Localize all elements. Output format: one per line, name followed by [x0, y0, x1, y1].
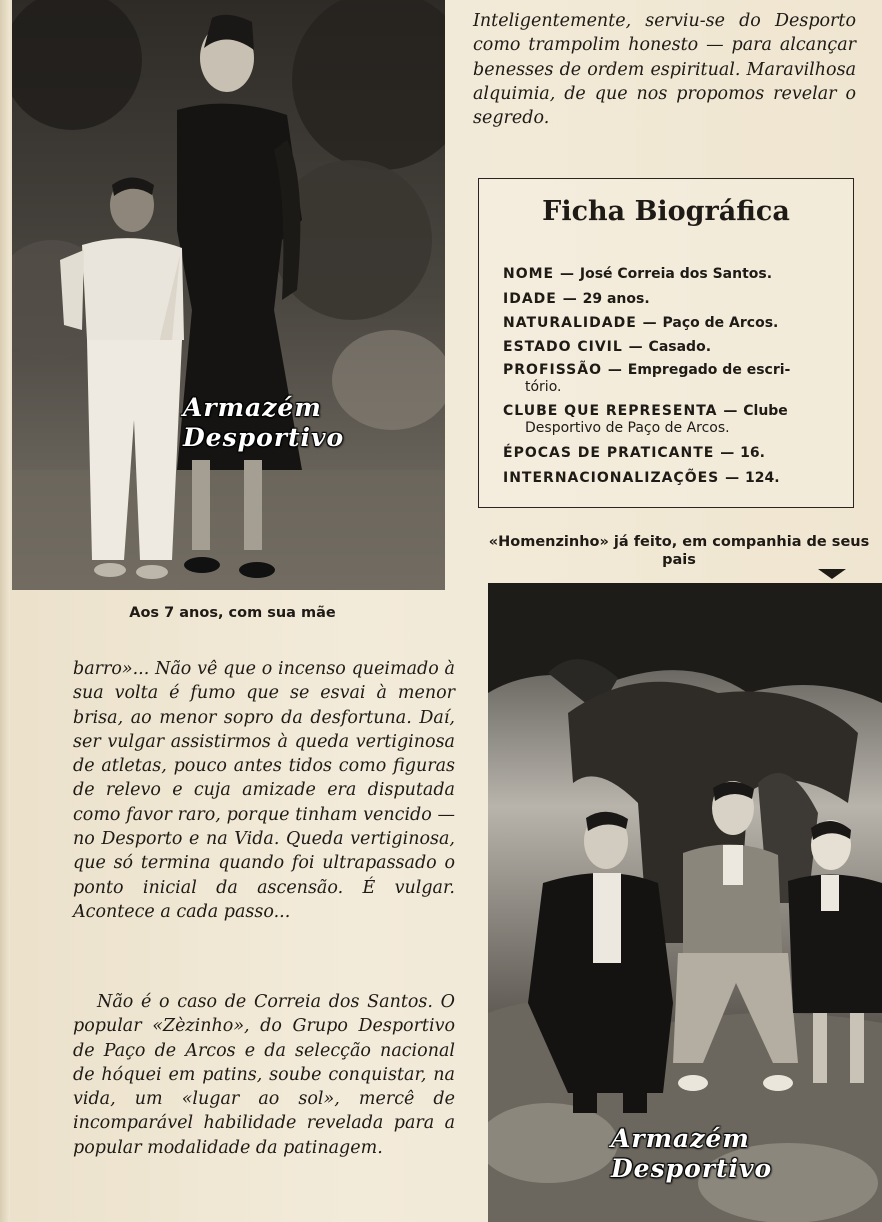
bio-row: NOME — José Correia dos Santos.	[503, 266, 773, 282]
photo-caption: «Homenzinho» já feito, em companhia de seus pais	[488, 534, 870, 568]
bio-row: PROFISSÃO — Empregado de escri- tório.	[503, 362, 791, 395]
bio-row: ÉPOCAS DE PRATICANTE — 16.	[503, 445, 765, 461]
intro-paragraph: Inteligentemente, serviu-se do Desporto como trampolim honesto — para alcançar benesses de ordem espiritual. Maravilhosa alquimia, de que nos propomos revelar o segredo.	[473, 11, 856, 129]
down-arrow-icon	[818, 569, 846, 579]
bio-row: IDADE — 29 anos.	[503, 291, 650, 307]
watermark: Armazém Desportivo	[611, 1124, 773, 1183]
biography-card	[478, 178, 854, 508]
photo-caption: Aos 7 anos, com sua mãe	[129, 605, 336, 621]
bio-row: INTERNACIONALIZAÇÕES — 124.	[503, 470, 780, 486]
bio-row: CLUBE QUE REPRESENTA — Clube Desportivo de Paço de Arcos.	[503, 403, 788, 436]
bio-row: ESTADO CIVIL — Casado.	[503, 339, 712, 355]
page-edge	[0, 0, 10, 1222]
biography-card-title: Ficha Biográfica	[542, 196, 790, 227]
article-paragraph: Não é o caso de Correia dos Santos. O popular «Zèzinho», do Grupo Desportivo de Paço de Arcos e da selecção nacional de hóquei em patins, soube conquistar, na vida, um «lugar ao sol», mercê de incomparável habilidade revelada para a popular modalidade da patinagem.	[73, 992, 455, 1158]
photo-boy-with-mother	[12, 0, 445, 590]
watermark: Armazém Desportivo	[183, 393, 345, 452]
bio-row: NATURALIDADE — Paço de Arcos.	[503, 315, 779, 331]
article-paragraph: barro»... Não vê que o incenso queimado à sua volta é fumo que se esvai à menor brisa, ao menor sopro da desfortuna. Daí, ser vulgar assistirmos à queda vertiginosa de atletas, pouco antes tidos como figuras de relevo e cuja amizade era disputada como favor raro, porque tinham vencido — no Desporto e na Vida. Queda vertiginosa, que só termina quando foi ultrapassado o ponto inicial da ascensão. É vulgar. Acontece a cada passo...	[73, 659, 455, 922]
